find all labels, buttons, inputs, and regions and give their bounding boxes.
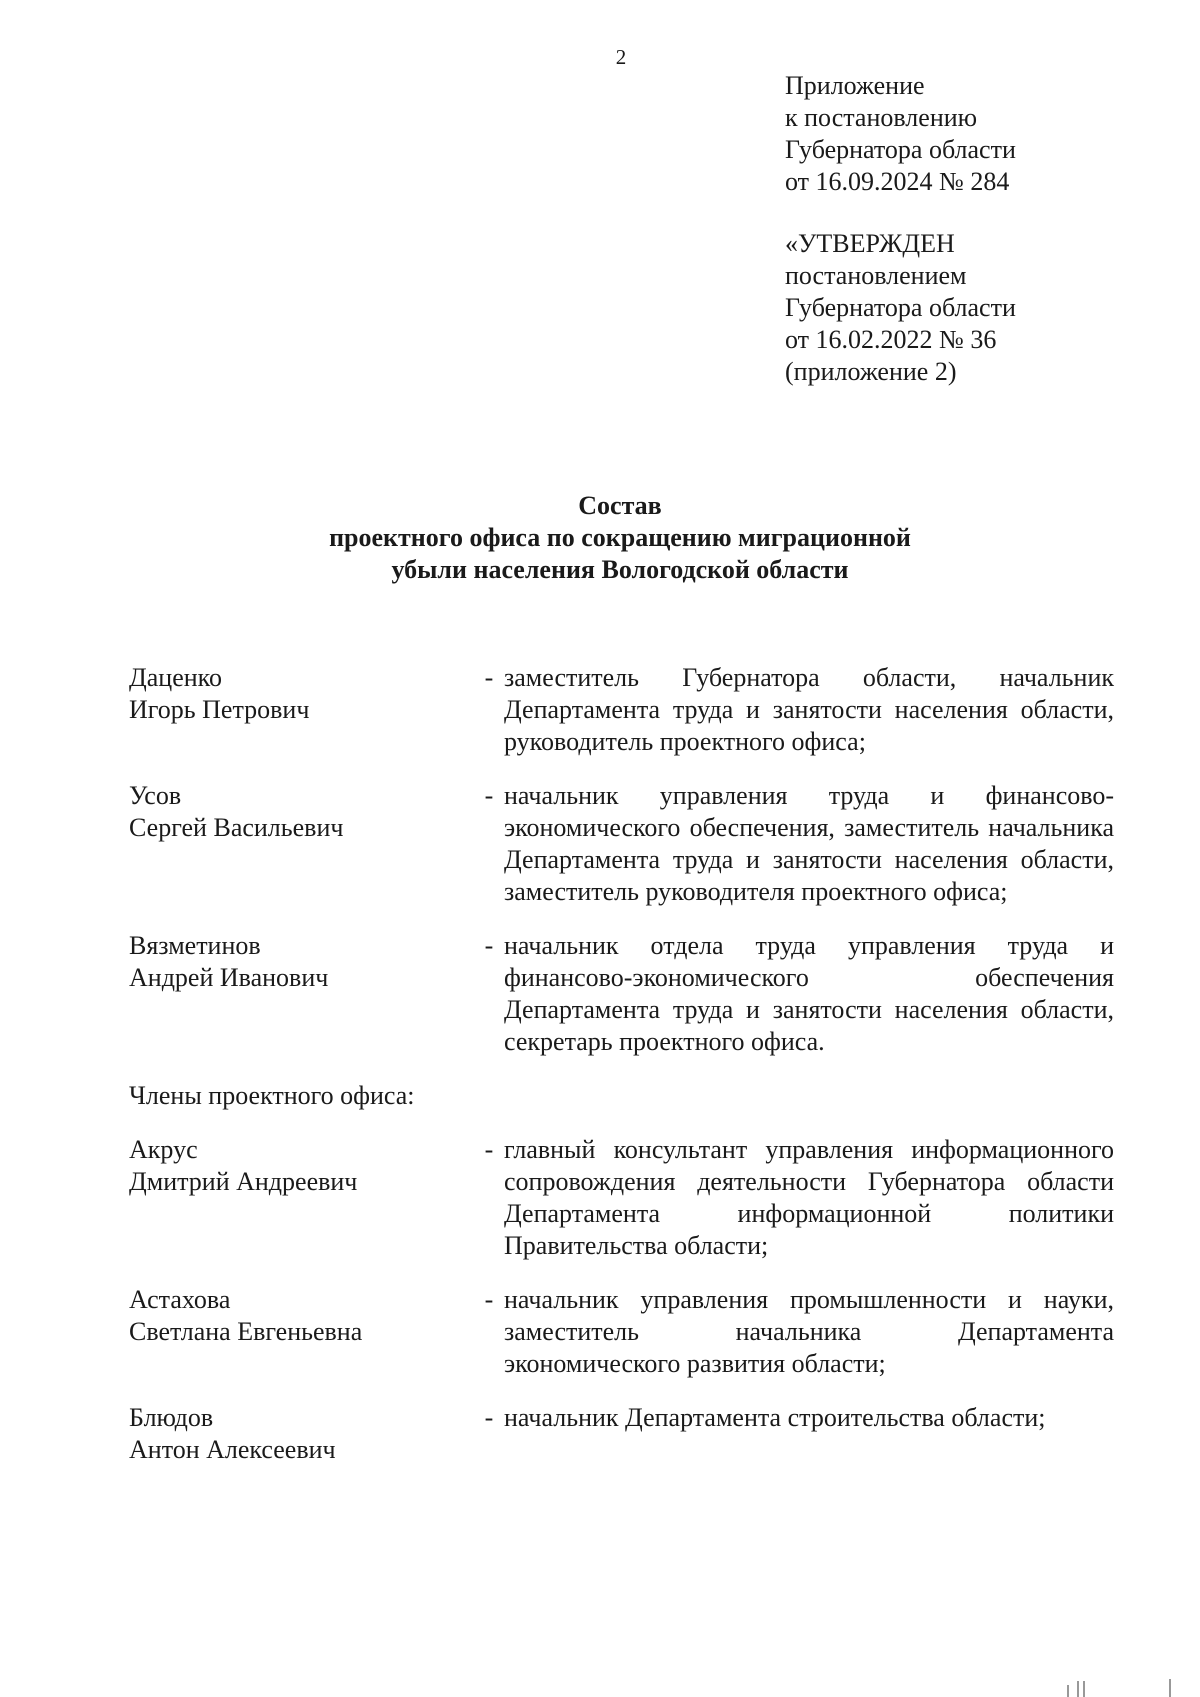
member-given-name: Антон Алексеевич <box>129 1435 336 1464</box>
appendix-line: Приложение <box>785 71 925 100</box>
member-name <box>129 1284 474 1380</box>
appendix-line: к постановлению <box>785 103 978 132</box>
members-section-label: Члены проектного офиса: <box>129 1081 415 1110</box>
member-entry <box>129 662 1119 758</box>
page-number: 2 <box>615 45 627 69</box>
member-entry <box>129 1284 1119 1380</box>
member-entry <box>129 1402 1119 1466</box>
member-role: заместитель Губернатора области, начальник Департамента труда и занятости населения области, руководитель проектного офиса; <box>504 663 1114 756</box>
member-name <box>129 1134 474 1262</box>
approved-line: (приложение 2) <box>785 357 957 386</box>
member-surname: Блюдов <box>129 1403 214 1432</box>
document-title <box>250 490 990 586</box>
member-role: начальник Департамента строительства области; <box>504 1403 1046 1432</box>
dash-separator: - <box>484 931 494 960</box>
appendix-reference <box>785 70 1145 198</box>
member-role: начальник отдела труда управления труда и финансово-экономического обеспечения Департамента труда и занятости населения области, секретарь проектного офиса. <box>504 931 1114 1056</box>
member-surname: Астахова <box>129 1285 231 1314</box>
appendix-line: от 16.09.2024 № 284 <box>785 167 1010 196</box>
approved-line: от 16.02.2022 № 36 <box>785 325 997 354</box>
member-given-name: Светлана Евгеньевна <box>129 1317 363 1346</box>
title-line: Состав <box>578 491 662 520</box>
member-given-name: Сергей Васильевич <box>129 813 344 842</box>
member-given-name: Андрей Иванович <box>129 963 329 992</box>
title-line: проектного офиса по сокращению миграционной <box>329 523 911 552</box>
member-role: начальник управления промышленности и науки, заместитель начальника Департамента экономического развития области; <box>504 1285 1114 1378</box>
dash-separator: - <box>484 1403 494 1432</box>
office-composition-list <box>129 662 1119 1488</box>
appendix-line: Губернатора области <box>785 135 1016 164</box>
dash-separator: - <box>484 1285 494 1314</box>
title-line: убыли населения Вологодской области <box>391 555 849 584</box>
scan-edge-marks <box>1060 1677 1180 1697</box>
member-surname: Даценко <box>129 663 222 692</box>
member-name <box>129 662 474 758</box>
member-name <box>129 930 474 1058</box>
member-name <box>129 780 474 908</box>
dash-separator: - <box>484 1135 494 1164</box>
dash-separator: - <box>484 663 494 692</box>
member-surname: Акрус <box>129 1135 198 1164</box>
member-entry <box>129 930 1119 1058</box>
member-entry <box>129 780 1119 908</box>
member-role: начальник управления труда и финансово-экономического обеспечения, заместитель начальника Департамента труда и занятости населения области, заместитель руководителя проектного офиса; <box>504 781 1114 906</box>
member-entry <box>129 1134 1119 1262</box>
member-role: главный консультант управления информационного сопровождения деятельности Губернатора области Департамента информационной политики Правительства области; <box>504 1135 1114 1260</box>
approved-line: «УТВЕРЖДЕН <box>785 229 955 258</box>
member-name <box>129 1402 474 1466</box>
member-surname: Вязметинов <box>129 931 261 960</box>
member-given-name: Дмитрий Андреевич <box>129 1167 358 1196</box>
member-surname: Усов <box>129 781 182 810</box>
approval-stamp-text <box>785 228 1145 388</box>
approved-line: Губернатора области <box>785 293 1016 322</box>
member-given-name: Игорь Петрович <box>129 695 310 724</box>
approved-line: постановлением <box>785 261 967 290</box>
dash-separator: - <box>484 781 494 810</box>
